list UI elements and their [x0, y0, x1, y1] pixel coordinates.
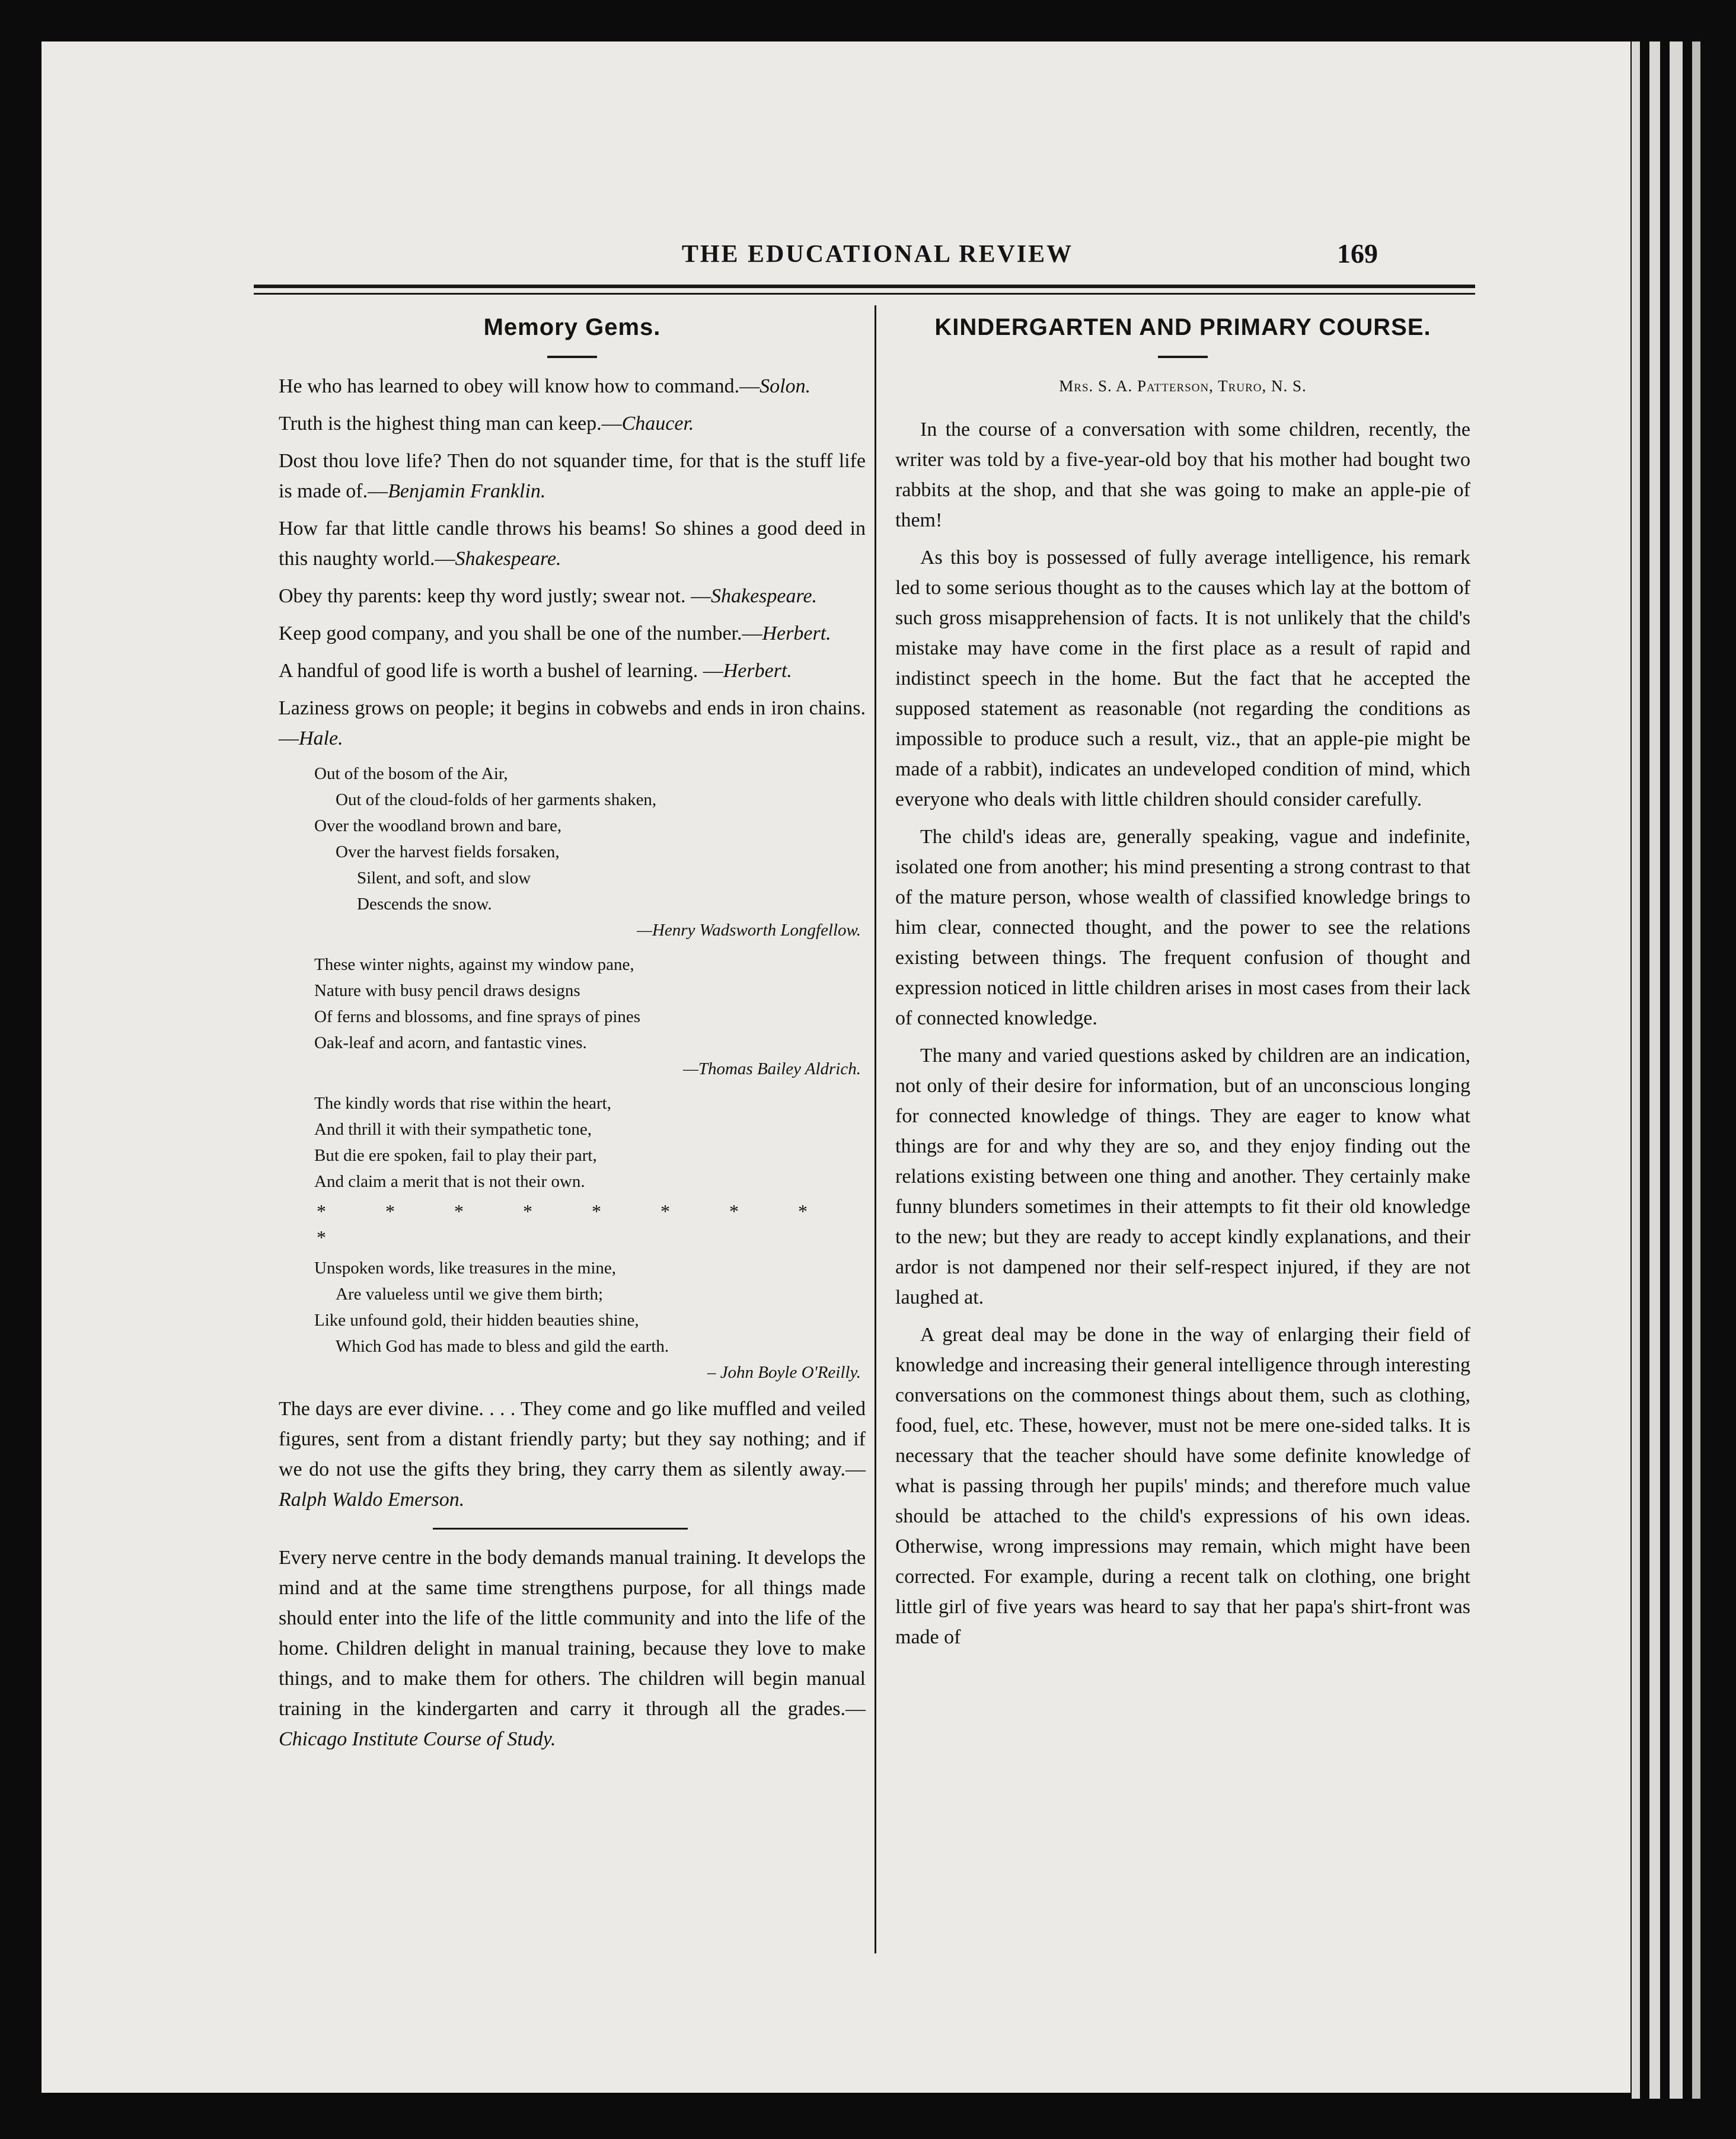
poem-line: Descends the snow. [357, 895, 492, 914]
quote-source: Ralph Waldo Emerson. [279, 1489, 465, 1511]
gem-shakespeare-parents [279, 581, 866, 611]
gem-source: Hale. [299, 727, 343, 749]
poem-line: Unspoken words, like treasures in the mine, [314, 1259, 617, 1278]
gem-shakespeare-candle [279, 513, 866, 574]
page-edge [1649, 41, 1660, 2099]
header-rule [254, 293, 1475, 295]
poem-line: Oak-leaf and acorn, and fantastic vines. [314, 1033, 587, 1052]
article-paragraph: As this boy is possessed of fully average intelligence, his remark led to some serious thought as to the causes which lay at the bottom of such gross misapprehension of facts. It is not unlikely that the child's mistake may have come in the first place as a result of rapid and indistinct speech in the home. But the fact that he accepted the supposed statement as reasonable (not regarding the conditions as impossible to produce such a result, viz., that an apple-pie might be made of a rabbit), indicates an undeveloped condition of mind, which everyone who deals with little children should consider carefully. [895, 547, 1470, 810]
gem-text: He who has learned to obey will know how to command.— [279, 375, 760, 397]
gem-source: Shakespeare. [455, 548, 561, 570]
byline [895, 371, 1470, 401]
poem-line: Like unfound gold, their hidden beauties shine, [314, 1311, 639, 1330]
gem-text: Laziness grows on people; it begins in cobwebs and ends in iron chains.— [279, 697, 866, 749]
emerson-quote [279, 1394, 866, 1515]
poem-line: Silent, and soft, and slow [357, 869, 531, 887]
poem-line: Out of the bosom of the Air, [314, 764, 508, 783]
gem-franklin [279, 446, 866, 506]
kindergarten-title: KINDERGARTEN AND PRIMARY COURSE. [934, 314, 1431, 340]
gem-source: Herbert. [723, 660, 792, 682]
page-number: 169 [1337, 238, 1378, 269]
article-paragraph: A great deal may be done in the way of enlarging their field of knowledge and increasing their general intelligence through interesting conversations on the commonest things about them, such as clothing, food, fuel, etc. These, however, must not be mere one-sided talks. It is necessary that the teacher should have some definite knowledge of what is passing through her pupils' minds; and therefore much value should be attached to the child's expressions of his own ideas. Otherwise, wrong impressions may remain, which might have been corrected. For example, during a recent talk on clothing, one bright little girl of five years was heard to say that her papa's shirt-front was made of [895, 1324, 1470, 1648]
gem-text: A handful of good life is worth a bushel of learning. — [279, 660, 723, 682]
poem-line: Which God has made to bless and gild the earth. [336, 1337, 669, 1356]
poem-line: Are valueless until we give them birth; [336, 1285, 604, 1304]
page-edge [1670, 41, 1683, 2099]
poem-line: But die ere spoken, fail to play their part, [314, 1146, 597, 1165]
poem-line: Out of the cloud-folds of her garments shaken, [336, 790, 657, 809]
left-column [279, 308, 866, 1761]
gem-herbert-learning [279, 656, 866, 686]
scanned-page [42, 41, 1630, 2093]
poem-line: These winter nights, against my window pane, [314, 955, 634, 974]
byline-text: Mrs. S. A. Patterson, Truro, N. S. [1059, 377, 1307, 395]
article-paragraph: The child's ideas are, generally speaking, vague and indefinite, isolated one from another; his mind presenting a strong contrast to that of the mature person, whose wealth of classified knowledge brings to him clear, connected thought, and the power to see the relations existing between things. The frequent confusion of thought and expression noticed in little children arises in most cases from their lack of connected knowledge. [895, 826, 1470, 1029]
gem-text: Truth is the highest thing man can keep.— [279, 413, 622, 435]
page-edge [1692, 41, 1700, 2099]
paragraph-source: Chicago Institute Course of Study. [279, 1728, 556, 1750]
article-paragraph: In the course of a conversation with some children, recently, the writer was told by a five-year-old boy that his mother had bought two rabbits at the shop, and that she was going to make an apple-pie of them! [895, 419, 1470, 531]
gem-text: Keep good company, and you shall be one of the number.— [279, 622, 762, 644]
page-header [42, 240, 1630, 276]
title-rule [547, 356, 597, 358]
running-title: THE EDUCATIONAL REVIEW [681, 241, 1074, 268]
gem-hale [279, 693, 866, 754]
gem-herbert-company [279, 618, 866, 649]
gem-source: Chaucer. [621, 413, 694, 435]
gem-text: Obey thy parents: keep thy word justly; swear not. — [279, 585, 711, 607]
poem-line: And claim a merit that is not their own. [314, 1172, 585, 1191]
gem-text: Dost thou love life? Then do not squander time, for that is the stuff life is made of.— [279, 450, 866, 502]
gem-source: Shakespeare. [710, 585, 818, 607]
page-edge [1632, 41, 1640, 2099]
poem-line: Over the woodland brown and bare, [314, 816, 562, 835]
section-rule [433, 1528, 688, 1530]
poem-line: Nature with busy pencil draws designs [314, 981, 580, 1000]
poem-line: Over the harvest fields forsaken, [336, 842, 560, 861]
poem-attribution: – John Boyle O'Reilly. [707, 1363, 861, 1382]
poem-line: And thrill it with their sympathetic tone, [314, 1120, 592, 1139]
poem-attribution: —Thomas Bailey Aldrich. [683, 1059, 861, 1078]
article-paragraph: The many and varied questions asked by children are an indication, not only of their desire for information, but of an unconscious longing for connected knowledge of things. They are eager to know what things are for and why they are so, and they enjoy finding out the relations existing between one thing and another. They certainly make funny blunders sometimes in their attempts to fit their old knowledge to the new; but they are ready to accept kindly explanations, and their ardor is not dampened nor their self-respect injured, if they are not laughed at. [895, 1045, 1470, 1308]
paragraph-text: Every nerve centre in the body demands manual training. It develops the mind and at the same time strengthens purpose, for all things made should enter into the life of the little community and into the life of the home. Children delight in manual training, because they love to make things, and to make them for others. The children will begin manual training in the kindergarten and carry it through all the grades.— [279, 1547, 866, 1720]
gem-source: Solon. [760, 375, 811, 397]
gem-source: Benjamin Franklin. [388, 480, 546, 502]
poem-line: The kindly words that rise within the heart, [314, 1094, 611, 1113]
poem-oreilly [279, 1090, 866, 1385]
poem-longfellow [279, 761, 866, 943]
quote-text: The days are ever divine. . . . They come and go like muffled and veiled figures, sent from a distant friendly party; but they say nothing; and if we do not use the gifts they bring, they carry them as silently away.— [279, 1398, 866, 1480]
asterisk-separator: * * * * * * * * * [317, 1201, 835, 1248]
memory-gems-title: Memory Gems. [483, 314, 661, 340]
right-column [895, 308, 1470, 1659]
gem-source: Herbert. [762, 622, 831, 644]
manual-training-paragraph [279, 1543, 866, 1754]
gem-solon [279, 371, 866, 401]
gem-text: How far that little candle throws his beams! So shines a good deed in this naughty world.— [279, 518, 866, 570]
column-divider [875, 305, 876, 1953]
poem-line: Of ferns and blossoms, and fine sprays of pines [314, 1007, 641, 1026]
header-rule [254, 285, 1475, 288]
poem-attribution: —Henry Wadsworth Longfellow. [637, 921, 861, 940]
gem-chaucer [279, 408, 866, 439]
poem-aldrich [279, 952, 866, 1082]
title-rule [1158, 356, 1208, 358]
